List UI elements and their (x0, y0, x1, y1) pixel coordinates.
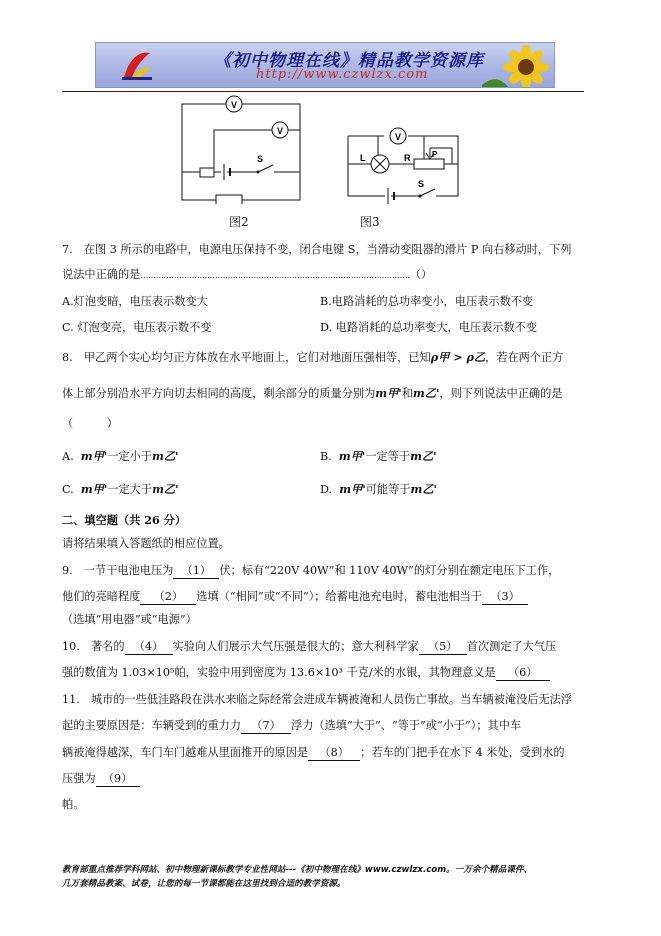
q11-text-6: 压强为 (62, 772, 96, 785)
q8-option-c-mjia: m甲' (80, 482, 108, 496)
q7-option-b: B.电路消耗的总功率变小，电压表示数不变 (320, 295, 534, 308)
circuit-figure-2 (178, 92, 304, 204)
q9-blank-1: （1） (173, 564, 219, 579)
q8-stem-text-b: ，若在两个正方 (485, 351, 564, 364)
q8-option-c-label: C. (62, 483, 74, 496)
q11-blank-9: （9） (96, 772, 140, 787)
q8-stem-line1 (62, 350, 563, 365)
rheostat-r-label: R (404, 153, 411, 163)
q8-mass-yi: m乙' (412, 386, 440, 400)
slider-p-label: P (432, 150, 438, 159)
q11-text-4: 辆被淹得越深，车门车门越难从里面推开的原因是 (62, 746, 309, 759)
q8-option-a-label: A. (62, 450, 74, 463)
figure-3-caption: 图3 (360, 215, 380, 229)
q7-stem-line1: 7. 在图 3 所示的电路中，电源电压保持不变，闭合电键 S，当滑动变阻器的滑片 P 向右移动时，下列 (62, 243, 572, 256)
footer-line-2: 几万套精品教案、试卷，让您的每一节课都能在这里找到合适的教学资源。 (62, 879, 346, 889)
q8-option-b-label: B. (320, 450, 332, 463)
q9-blank-2: （2） (140, 590, 196, 605)
switch-s-label-fig3: S (418, 179, 425, 189)
q11-text-5: ；若车的门把手在水下 4 米处，受到水的 (360, 746, 565, 759)
q8-option-c-myi: m乙' (152, 482, 179, 496)
q9-text-3: 他们的亮暗程度 (62, 590, 141, 603)
q10-text-1: 10. 著名的 (62, 640, 125, 653)
voltmeter-v1-label: V (230, 100, 238, 110)
q10-line1 (62, 640, 556, 655)
voltmeter-v2-label: V (276, 126, 284, 136)
q8-option-a-myi: m乙' (151, 449, 179, 463)
q7-stem-text: 说法中正确的是 (62, 268, 141, 281)
site-logo-icon (120, 49, 154, 81)
banner-title: 《初中物理在线》精品教学资源库 (214, 51, 484, 71)
footer-line-1: 教育部重点推荐学科网站、初中物理新课标教学专业性网站---《初中物理在线》www.czwlzx.com。一万余个精品课件、 (62, 865, 533, 875)
q7-option-d: D. 电路消耗的总功率变大，电压表示数不变 (320, 321, 538, 334)
q9-text-1: 9. 一节干电池电压为 (62, 564, 174, 577)
q8-option-b-mjia: m甲' (338, 449, 366, 463)
q11-text-2: 起的主要原因是：车辆受到的重力力 (62, 719, 242, 732)
q9-text-4: 选填（“相同”或“不同”）；给蓄电池充电时，蓄电池相当于 (196, 590, 483, 603)
sunflower-icon (482, 45, 552, 88)
q11-blank-7: （7） (241, 719, 291, 734)
q10-blank-5: （5） (419, 640, 467, 655)
header-rule (62, 91, 584, 92)
q9-blank-3: （3） (482, 590, 528, 605)
q8-answer-paren: （ ） (62, 417, 118, 430)
banner-url: http://www.czwlzx.com (256, 67, 429, 82)
q11-text-3: 浮力（选填“大于”、“等于”或“小于”）；其中车 (291, 719, 522, 732)
q10-text-4: 强的数值为 1.03×10⁵帕，实验中用到密度为 13.6×10³ 千克/米的水银，其物理意义是 (62, 666, 496, 679)
circuit-figure-3 (344, 124, 462, 206)
q7-stem-line2 (62, 268, 432, 283)
q8-stem-text-c: 体上部分别沿水平方向切去相同的高度，剩余部分的质量分别为 (62, 387, 376, 400)
q8-option-a (62, 449, 178, 464)
q11-blank-8: （8） (308, 746, 360, 761)
q9-line3: （选填“用电器”或“电源”） (62, 613, 197, 626)
q10-line2 (62, 666, 550, 681)
section-2-instruction: 请将结果填入答题纸的相应位置。 (62, 537, 230, 550)
q7-option-c: C. 灯泡变亮，电压表示数不变 (62, 321, 212, 334)
q8-and: 和 (401, 387, 413, 400)
q8-option-c-text: 一定大于 (107, 483, 153, 496)
q7-dots: …………………………………………………………………………………………… (140, 271, 410, 280)
q11-line3 (62, 746, 565, 761)
switch-s-label-fig2: S (257, 154, 264, 164)
q11-line4 (62, 772, 140, 787)
q11-line1: 11. 城市的一些低洼路段在洪水来临之际经常会进成车辆被淹和人员伤亡事故。当车辆被淹没后无法浮 (62, 693, 573, 706)
q8-option-d-text: 可能等于 (365, 483, 411, 496)
voltmeter-v3-label: V (394, 132, 402, 142)
q7-answer-paren: （） (409, 268, 433, 281)
q8-option-d-label: D. (320, 483, 333, 496)
q10-blank-4: （4） (125, 640, 173, 655)
q11-line2 (62, 719, 521, 734)
q8-stem-line2 (62, 386, 562, 401)
q8-stem-text-a: 8. 甲乙两个实心均匀正方体放在水平地面上，它们对地面压强相等，已知 (62, 351, 431, 364)
section-2-title: 二、填空题（共 26 分） (62, 513, 187, 527)
q8-density-expression: ρ甲 > ρ乙 (430, 350, 486, 364)
q8-stem-text-d: ，则下列说法中正确的是 (439, 387, 563, 400)
page-footer (62, 863, 602, 891)
q8-option-d-mjia: m甲' (339, 482, 366, 496)
figure-2-caption: 图2 (229, 215, 249, 229)
q8-option-a-text: 一定小于 (107, 450, 152, 463)
q8-option-b-myi: m乙' (410, 449, 437, 463)
q8-option-c (62, 482, 179, 497)
lamp-l-label: L (360, 153, 366, 163)
q10-blank-6: （6） (496, 666, 550, 681)
q9-line1 (62, 564, 559, 579)
q7-option-a: A.灯泡变暗，电压表示数变大 (62, 295, 208, 308)
q8-option-b-text: 一定等于 (365, 450, 411, 463)
q9-text-2: 伏；标有“220V 40W”和 110V 40W”的灯分别在额定电压下工作， (219, 564, 560, 577)
q8-option-d-myi: m乙' (410, 482, 437, 496)
q8-option-a-mjia: m甲' (80, 449, 108, 463)
q8-option-b (320, 449, 437, 464)
q10-text-2: 实验向人们展示大气压强是很大的；意大利科学家 (172, 640, 419, 653)
q11-unit: 帕。 (62, 798, 85, 811)
header-banner (95, 42, 555, 88)
q9-line2 (62, 590, 528, 605)
q8-option-d (320, 482, 437, 497)
q10-text-3: 首次测定了大气压 (466, 640, 557, 653)
q8-mass-jia: m甲' (375, 386, 402, 400)
